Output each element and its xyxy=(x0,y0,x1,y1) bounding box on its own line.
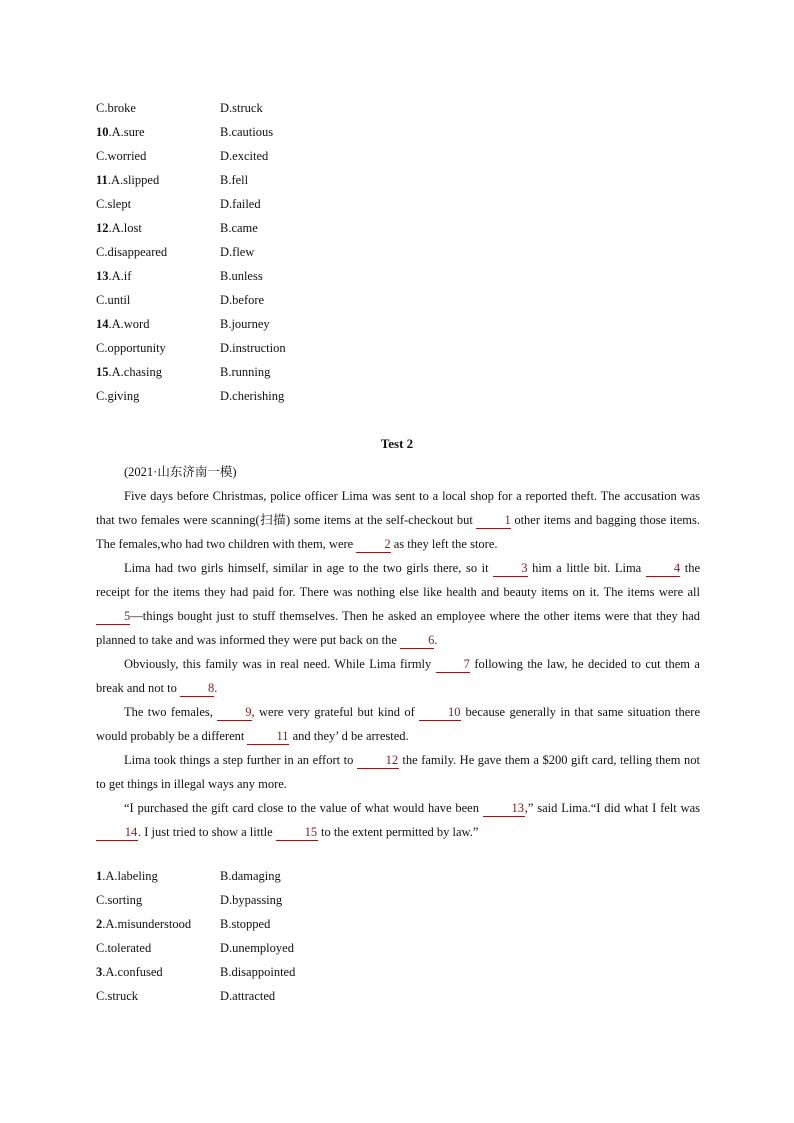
blank-12: 12 xyxy=(357,753,399,769)
option-text: D.instruction xyxy=(220,341,286,355)
option-text: B.cautious xyxy=(220,125,274,139)
option-row xyxy=(96,220,716,244)
option-text: C.tolerated xyxy=(96,941,152,955)
option-text: B.disappointed xyxy=(220,965,296,979)
paragraph: Five days before Christmas, police officer Lima was sent to a local shop for a reported theft. The accusation was that two females were scanning(扫描) some items at the self-checkout but 1 other items and bagging those items. The females,who had two children with them, were 2 as they left the store. xyxy=(96,489,700,551)
blank-6: 6 xyxy=(400,633,434,649)
option-text: B.running xyxy=(220,365,271,379)
option-text: .A.labeling xyxy=(102,869,158,883)
question-number: 10 xyxy=(96,125,109,139)
option-row xyxy=(96,292,716,316)
option-row xyxy=(96,916,716,940)
blank-10: 10 xyxy=(419,705,461,721)
blank-15: 15 xyxy=(276,825,318,841)
blank-2: 2 xyxy=(356,537,390,553)
option-row xyxy=(96,172,716,196)
blank-4: 4 xyxy=(646,561,680,577)
option-row xyxy=(96,940,716,964)
blank-1: 1 xyxy=(476,513,510,529)
blank-13: 13 xyxy=(483,801,525,817)
question-number: 2 xyxy=(96,917,103,931)
option-text: D.bypassing xyxy=(220,893,283,907)
option-row xyxy=(96,124,716,148)
option-text: B.journey xyxy=(220,317,270,331)
paragraph: Lima had two girls himself, similar in age to the two girls there, so it 3 him a little bit. Lima 4 the receipt for the items they had paid for. There was nothing else like health and beauty items on it. The items were all 5—things bought just to stuff themselves. Then he asked an employee where the other items were that they had planned to take and was informed they were put back on the 6. xyxy=(96,561,700,647)
option-text: C.until xyxy=(96,293,131,307)
option-text: .A.word xyxy=(108,317,150,331)
option-row xyxy=(96,100,716,124)
option-text: .A.lost xyxy=(108,221,142,235)
bottom-options-list xyxy=(96,868,716,1012)
option-row xyxy=(96,244,716,268)
option-text: D.unemployed xyxy=(220,941,294,955)
option-row xyxy=(96,148,716,172)
blank-3: 3 xyxy=(493,561,527,577)
option-text: C.broke xyxy=(96,101,136,115)
option-row xyxy=(96,364,716,388)
option-text: C.sorting xyxy=(96,893,143,907)
blank-14: 14 xyxy=(96,825,138,841)
option-text: .A.if xyxy=(108,269,132,283)
top-options-list xyxy=(96,100,716,412)
option-row xyxy=(96,340,716,364)
paragraph: The two females, 9, were very grateful but kind of 10 because generally in that same situation there would probably be a different 11 and they’ d be arrested. xyxy=(96,705,700,743)
paragraph: Obviously, this family was in real need. While Lima firmly 7 following the law, he decided to cut them a break and not to 8. xyxy=(96,657,700,695)
option-text: C.disappeared xyxy=(96,245,168,259)
option-text: .A.confused xyxy=(102,965,163,979)
question-number: 11 xyxy=(96,173,108,187)
paragraph: Lima took things a step further in an effort to 12 the family. He gave them a $200 gift card, telling them not to get things in illegal ways any more. xyxy=(96,753,700,791)
option-text: C.giving xyxy=(96,389,140,403)
option-text: .A.misunderstood xyxy=(102,917,192,931)
option-text: D.failed xyxy=(220,197,261,211)
blank-11: 11 xyxy=(247,729,289,745)
option-text: .A.slipped xyxy=(107,173,160,187)
option-text: C.opportunity xyxy=(96,341,166,355)
question-number: 3 xyxy=(96,965,103,979)
option-text: B.came xyxy=(220,221,258,235)
paragraph: “I purchased the gift card close to the value of what would have been 13,” said Lima.“I did what I felt was 14. I just tried to show a little 15 to the extent permitted by law.” xyxy=(96,796,700,844)
option-row xyxy=(96,964,716,988)
option-text: C.slept xyxy=(96,197,132,211)
cloze-passage xyxy=(96,460,700,844)
option-text: B.stopped xyxy=(220,917,271,931)
option-row xyxy=(96,316,716,340)
option-text: B.fell xyxy=(220,173,249,187)
blank-7: 7 xyxy=(436,657,470,673)
option-row xyxy=(96,868,716,892)
option-row xyxy=(96,196,716,220)
option-text: D.attracted xyxy=(220,989,276,1003)
question-number: 13 xyxy=(96,269,109,283)
option-text: .A.sure xyxy=(108,125,145,139)
option-row xyxy=(96,988,716,1012)
question-number: 1 xyxy=(96,869,103,883)
option-text: .A.chasing xyxy=(108,365,162,379)
option-row xyxy=(96,892,716,916)
blank-5: 5 xyxy=(96,609,130,625)
option-text: D.excited xyxy=(220,149,269,163)
question-number: 14 xyxy=(96,317,109,331)
option-text: D.before xyxy=(220,293,265,307)
option-text: B.unless xyxy=(220,269,263,283)
option-row xyxy=(96,268,716,292)
test-title: Test 2 xyxy=(380,436,414,451)
question-number: 12 xyxy=(96,221,109,235)
option-text: D.struck xyxy=(220,101,263,115)
option-text: C.struck xyxy=(96,989,139,1003)
option-row xyxy=(96,388,716,412)
option-text: D.flew xyxy=(220,245,255,259)
option-text: B.damaging xyxy=(220,869,281,883)
option-text: C.worried xyxy=(96,149,147,163)
question-number: 15 xyxy=(96,365,109,379)
blank-8: 8 xyxy=(180,681,214,697)
source-line: (2021·山东济南一模) xyxy=(124,465,237,479)
option-text: D.cherishing xyxy=(220,389,285,403)
blank-9: 9 xyxy=(217,705,251,721)
